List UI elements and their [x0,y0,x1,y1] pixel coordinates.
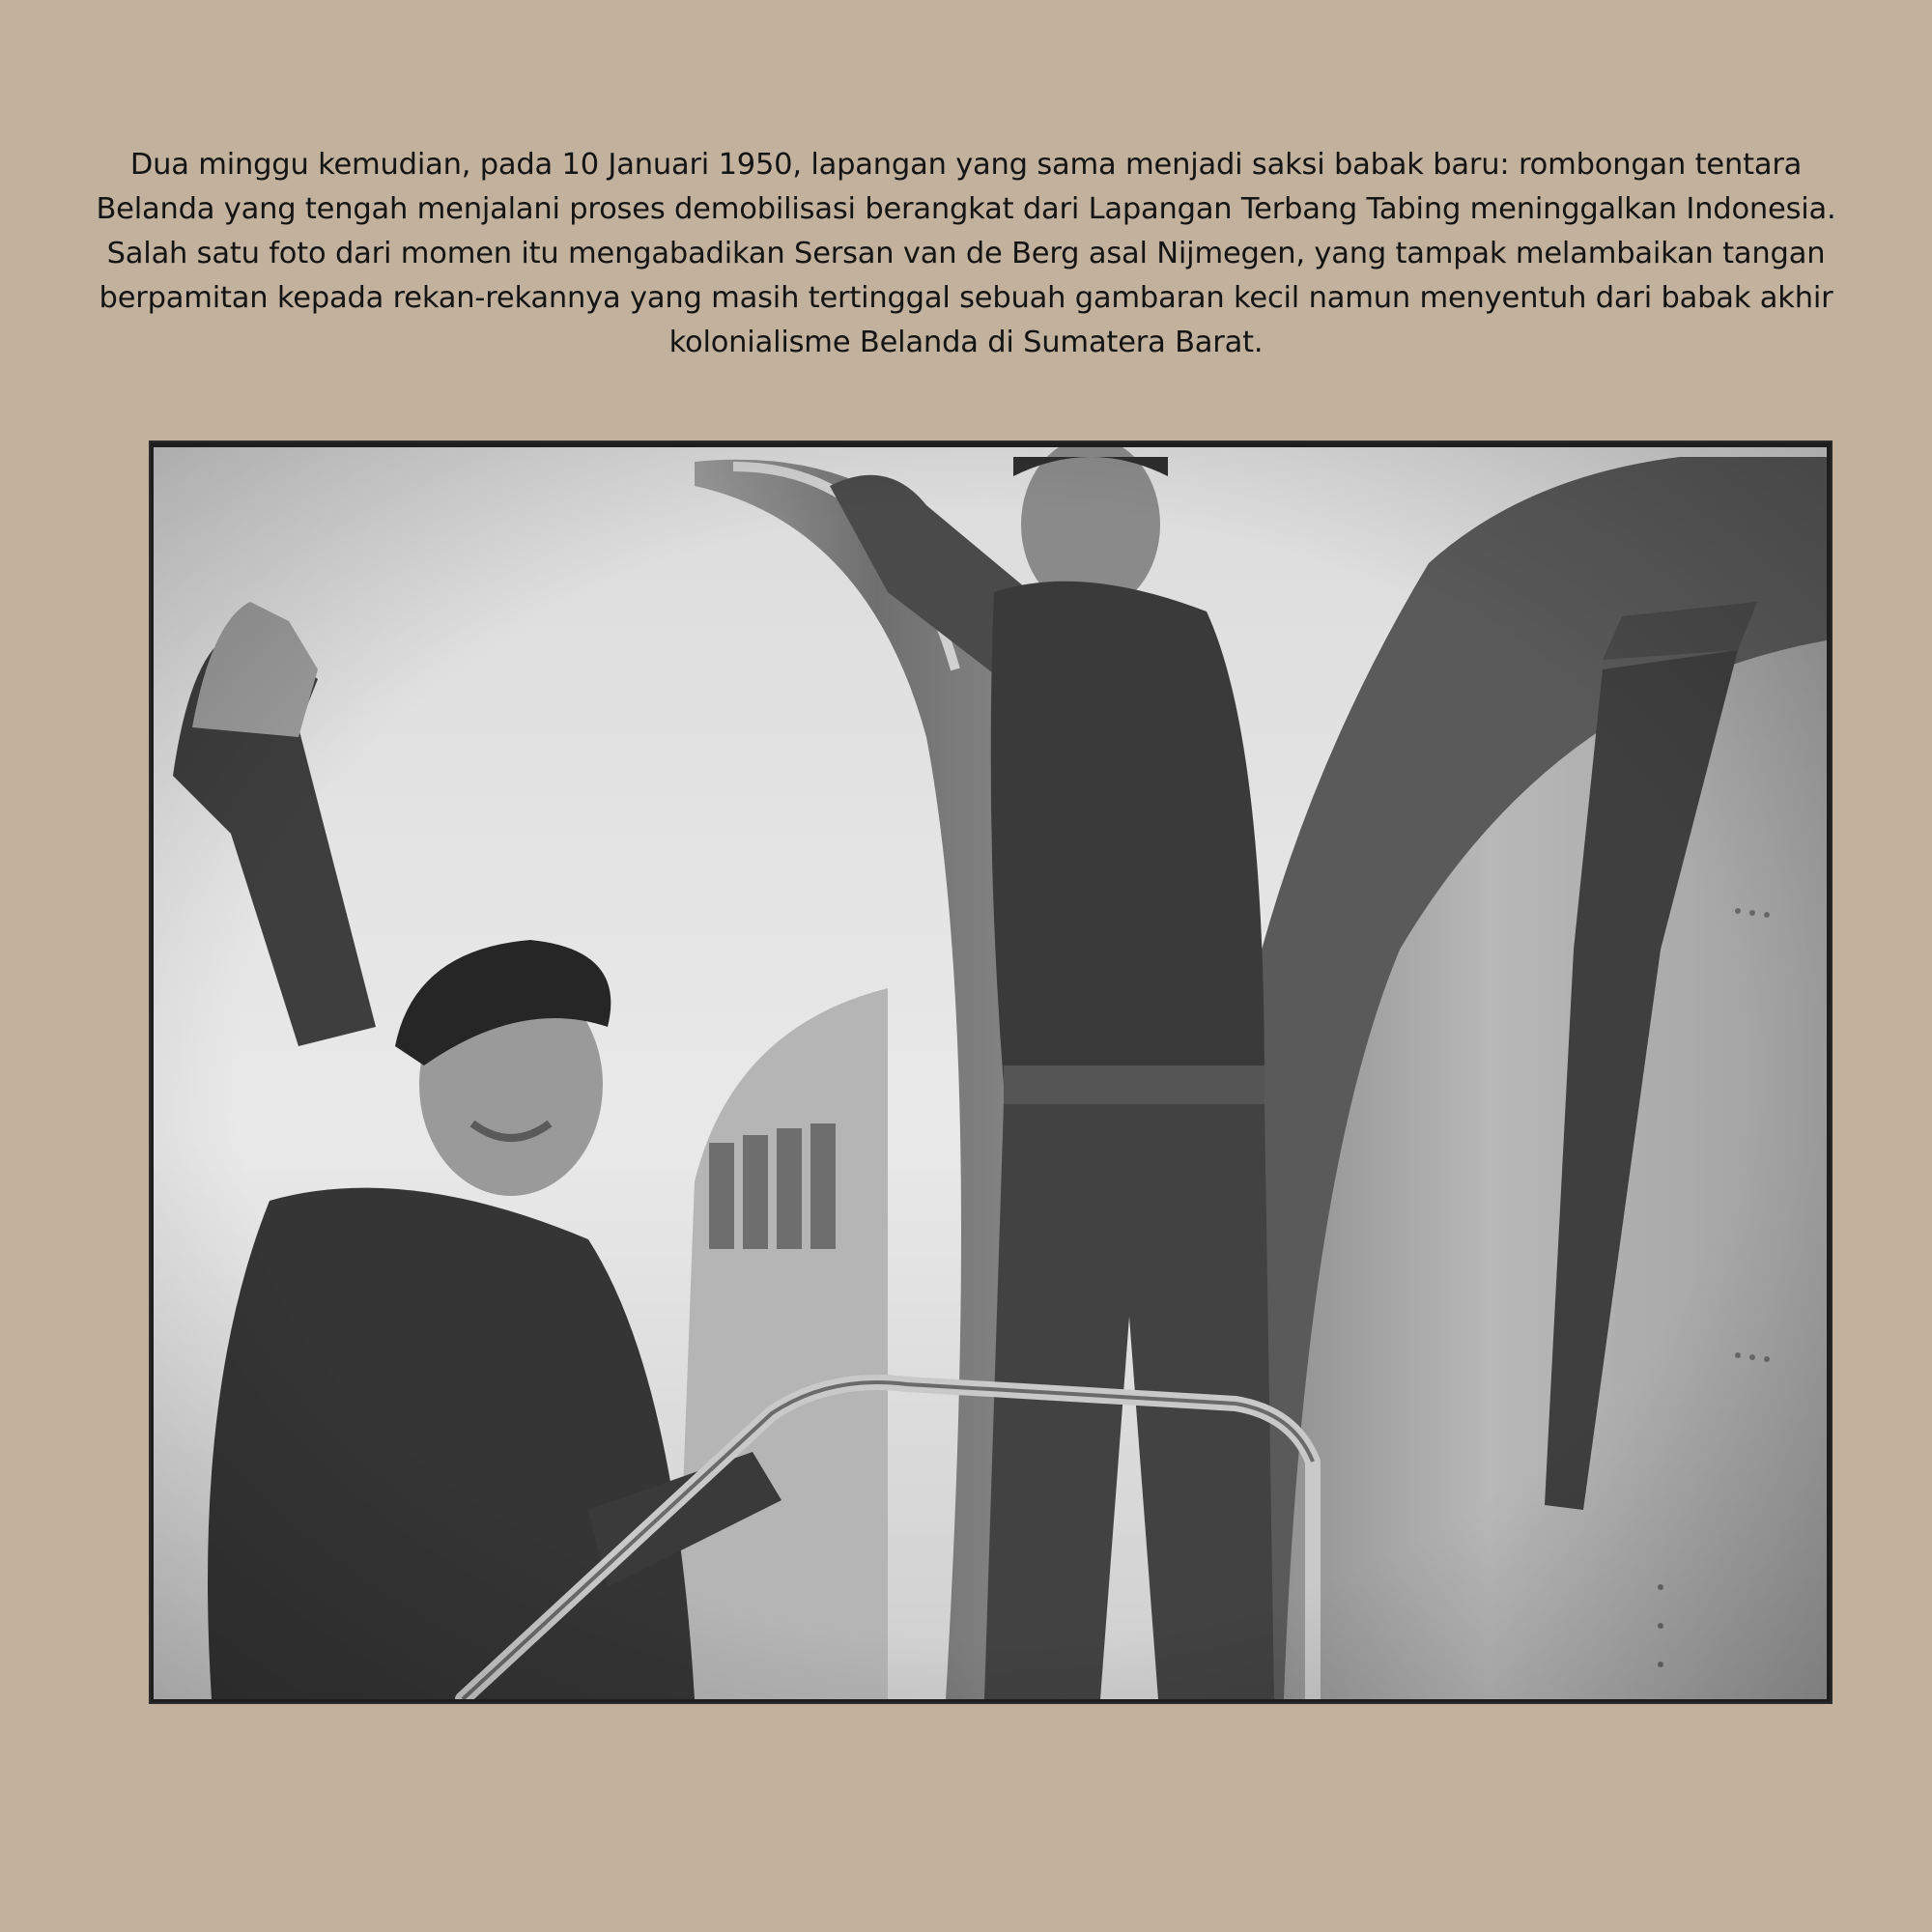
caption-text: Dua minggu kemudian, pada 10 Januari 1950, lapangan yang sama menjadi saksi babak baru: rombongan tentara Belanda yang tengah menjalani proses demobilisasi berangkat dari Lapangan Terbang Tabing meninggalkan Indonesia. Salah satu foto dari momen itu mengabadikan Sersan van de Berg asal Nijmegen, yang tampak melambaikan tangan berpamitan kepada rekan-rekannya yang masih tertinggal sebuah gambaran kecil namun menyentuh dari babak akhir kolonialisme Belanda di Sumatera Barat. [96,148,1836,359]
photo-frame [151,442,1831,1702]
historical-photo [154,447,1827,1699]
